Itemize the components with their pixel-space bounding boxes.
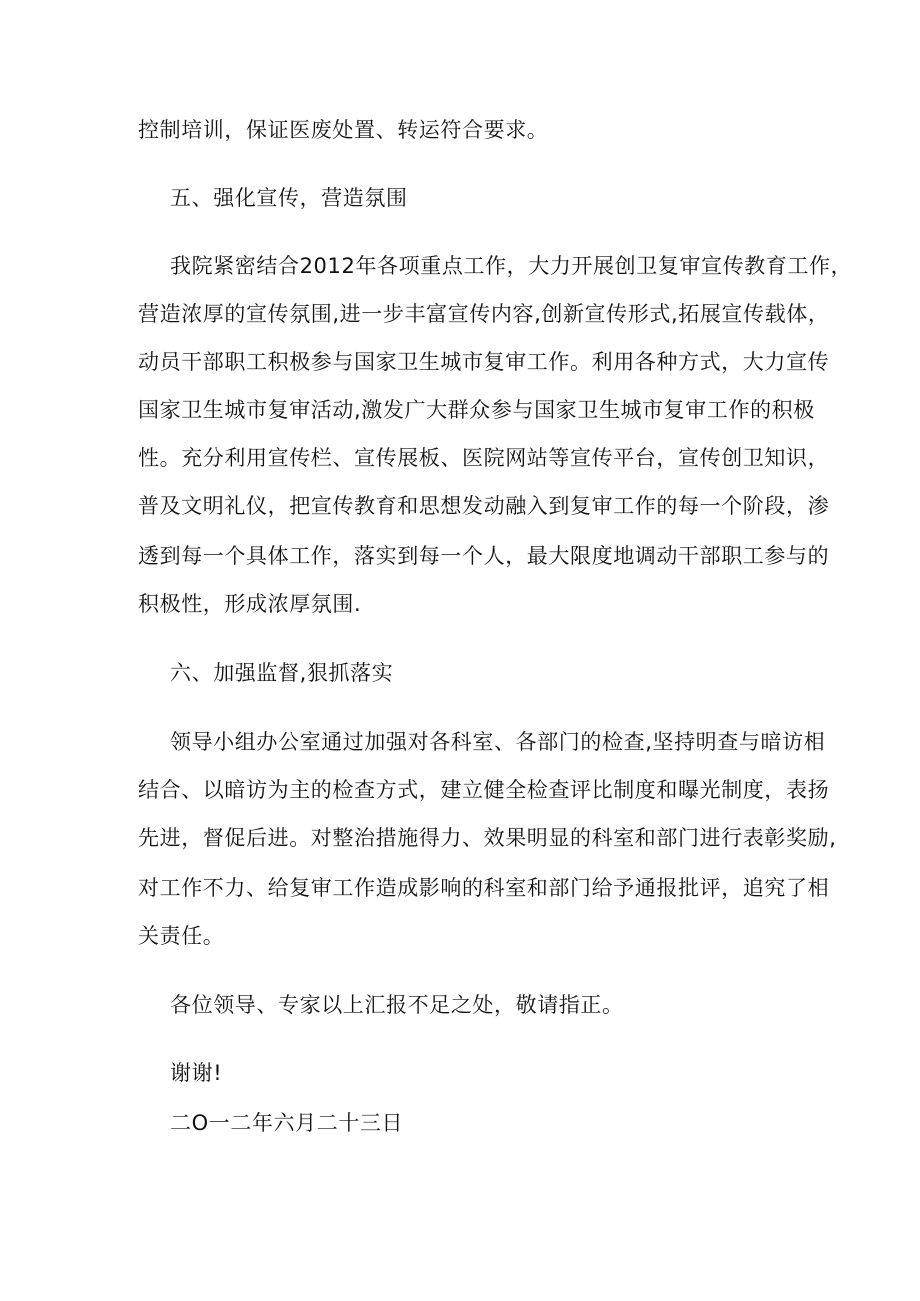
paragraph-line-1: 控制培训，保证医废处置、转运符合要求。 [138, 118, 549, 142]
paragraph-line-2: 我院紧密结合2012年各项重点工作，大力开展创卫复审宣传教育工作， [170, 254, 853, 278]
paragraph-line-7: 普及文明礼仪，把宣传教育和思想发动融入到复审工作的每一个阶段，渗 [138, 494, 830, 518]
paragraph-line-11: 结合、以暗访为主的检查方式，建立健全检查评比制度和曝光制度，表扬 [138, 778, 830, 802]
thanks-line: 谢谢! [170, 1061, 223, 1085]
closing-remark: 各位领导、专家以上汇报不足之处，敬请指正。 [170, 993, 624, 1017]
paragraph-line-12: 先进，督促后进。对整治措施得力、效果明显的科室和部门进行表彰奖励, [138, 826, 837, 850]
paragraph-line-14: 关责任。 [138, 924, 225, 948]
paragraph-line-13: 对工作不力、给复审工作造成影响的科室和部门给予通报批评，追究了相 [138, 876, 830, 900]
paragraph-line-6: 性。充分利用宣传栏、宣传展板、医院网站等宣传平台，宣传创卫知识， [138, 446, 830, 470]
paragraph-line-8: 透到每一个具体工作，落实到每一个人，最大限度地调动干部职工参与的 [138, 544, 830, 568]
paragraph-line-9: 积极性，形成浓厚氛围. [138, 592, 362, 616]
paragraph-line-5: 国家卫生城市复审活动,激发广大群众参与国家卫生城市复审工作的积极 [138, 398, 815, 422]
date-line: 二O一二年六月二十三日 [170, 1111, 404, 1135]
section-heading-5: 五、强化宣传，营造氛围 [170, 186, 408, 210]
paragraph-line-10: 领导小组办公室通过加强对各科室、各部门的检查,坚持明查与暗访相 [170, 730, 826, 754]
paragraph-line-4: 动员干部职工积极参与国家卫生城市复审工作。利用各种方式，大力宣传 [138, 350, 830, 374]
section-heading-6: 六、加强监督,狠抓落实 [170, 661, 394, 685]
paragraph-line-3: 营造浓厚的宣传氛围,进一步丰富宣传内容,创新宣传形式,拓展宣传载体， [138, 302, 830, 326]
